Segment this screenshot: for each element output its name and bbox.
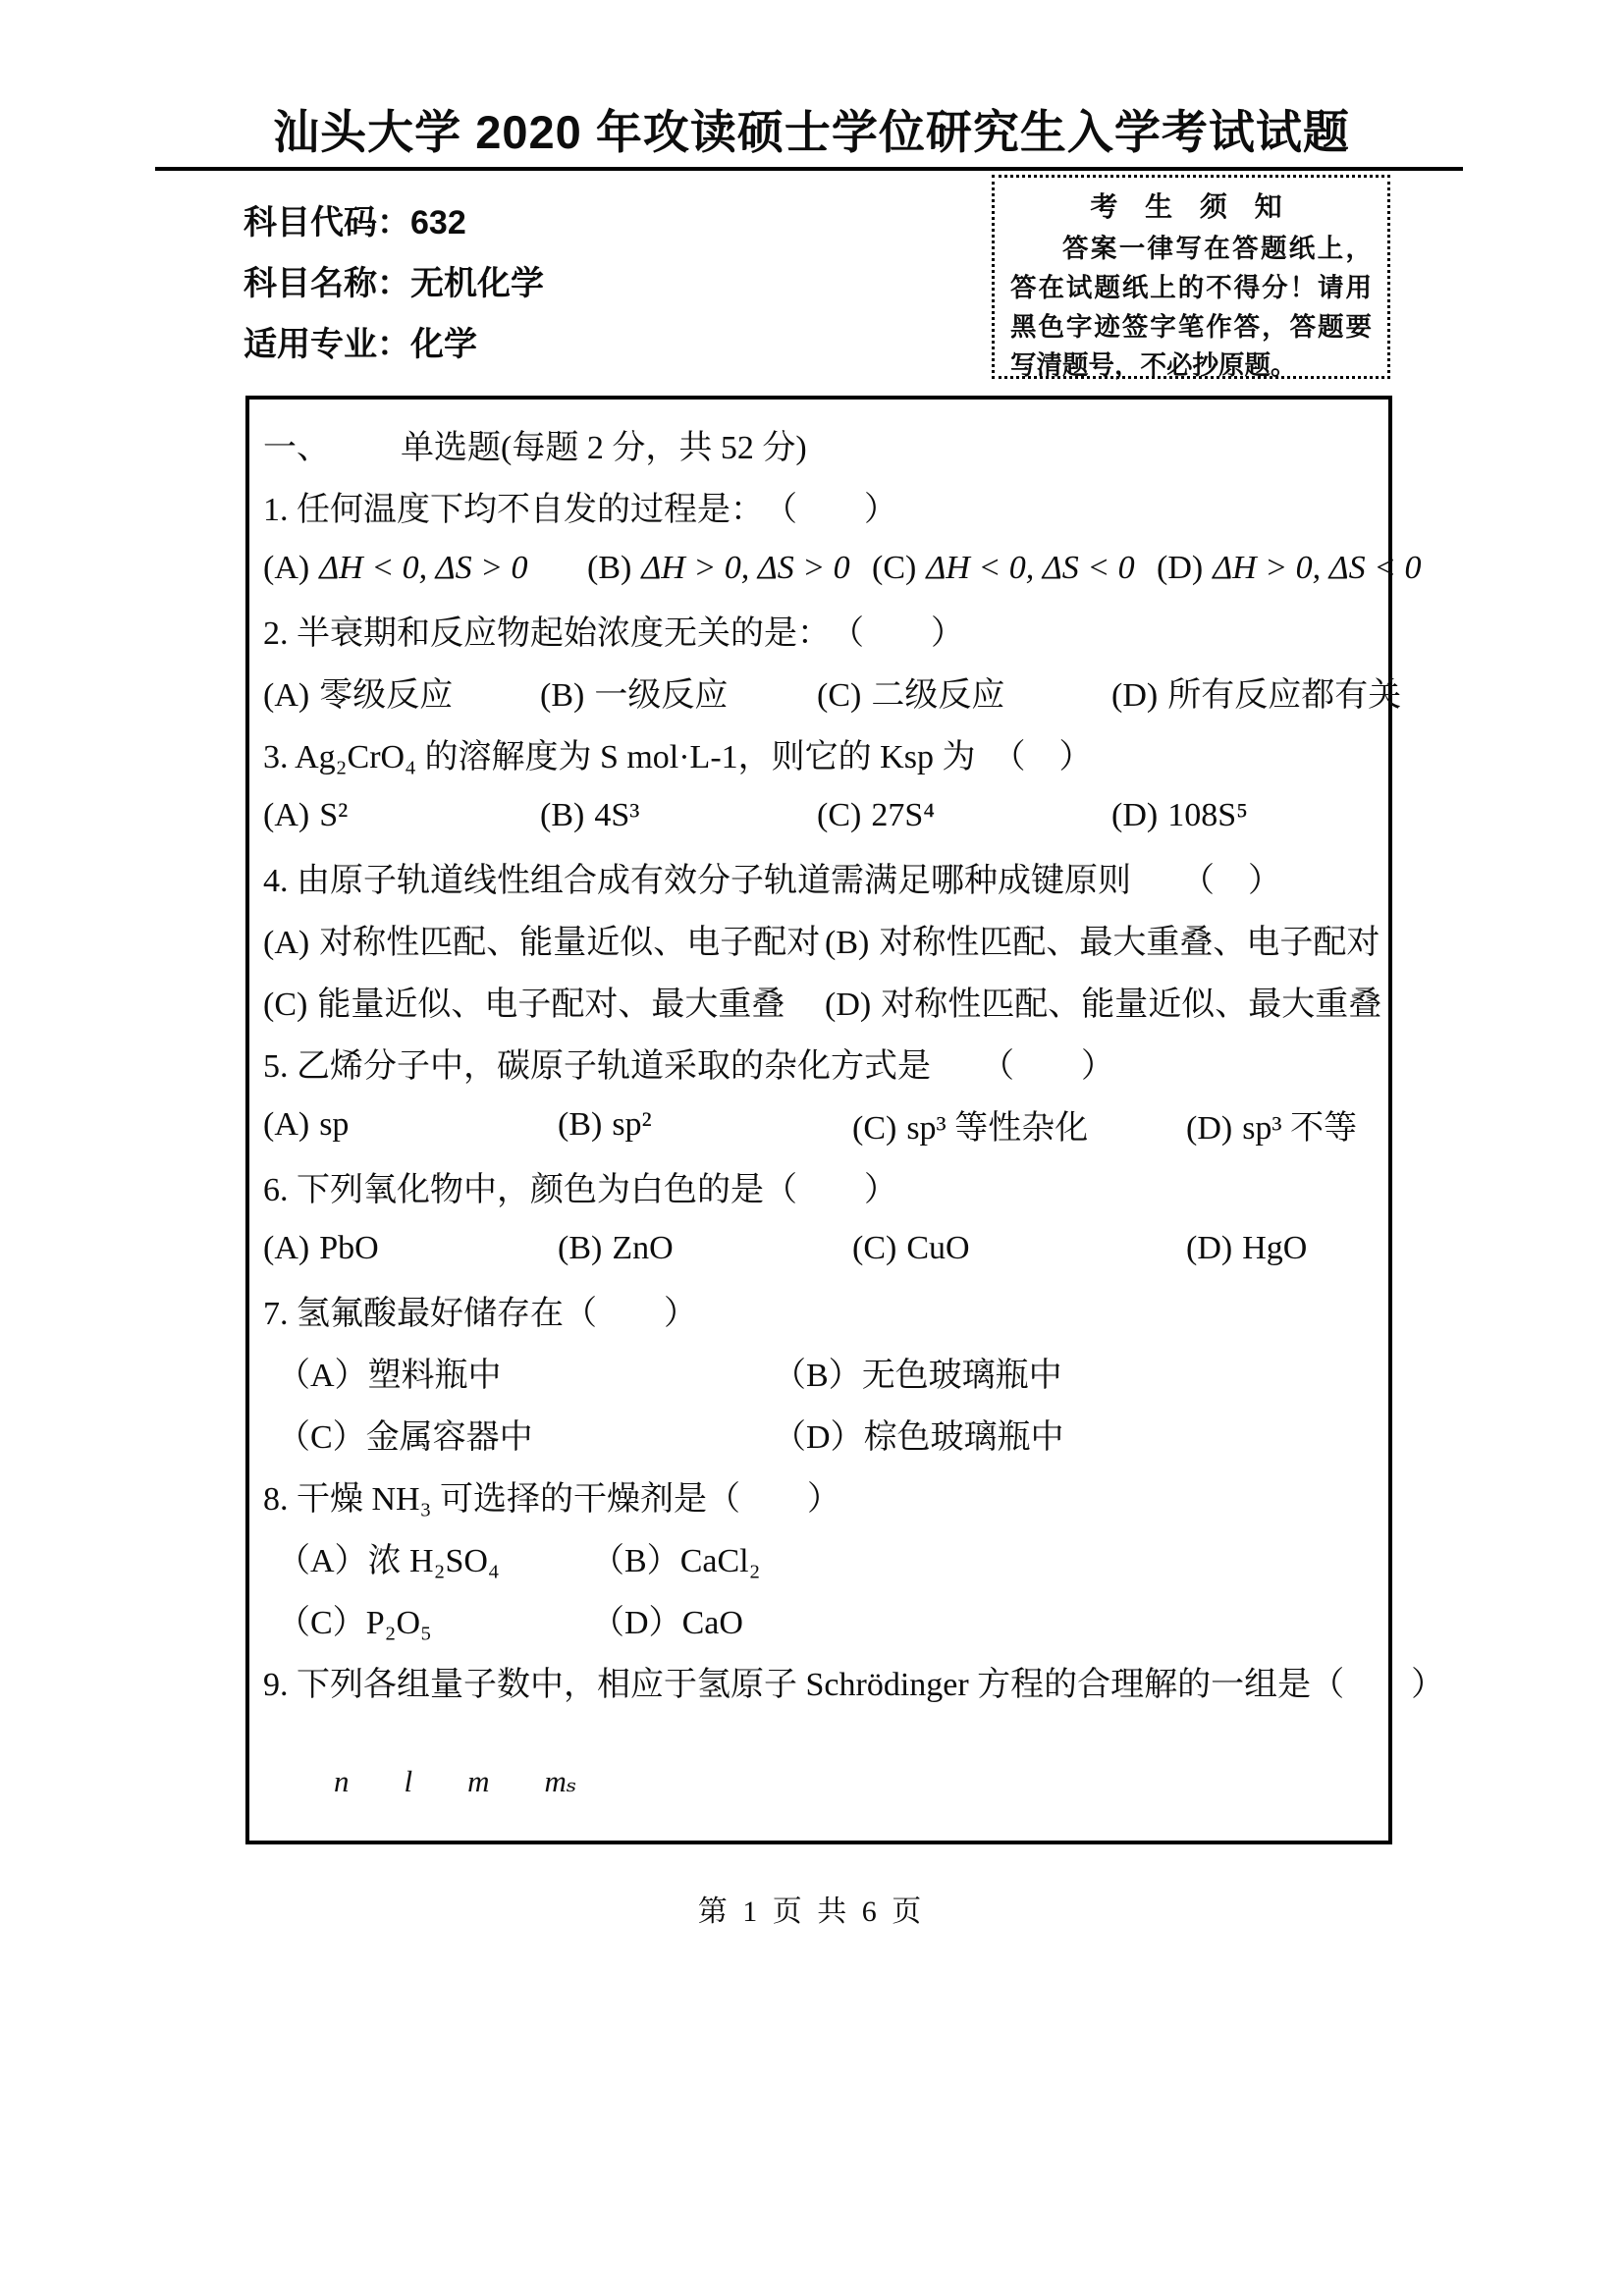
question-1-text: 1. 任何温度下均不自发的过程是： （ ）	[263, 492, 897, 528]
subject-name-value: 无机化学	[410, 265, 544, 302]
quantum-numbers-row	[263, 1757, 1379, 1806]
question-3-text: 3. Ag₂CrO₄ 的溶解度为 S mol·L-1，则它的 Ksp 为 （ ）	[263, 739, 1093, 775]
option: （B）CaCl₂	[591, 1543, 761, 1579]
questions-box	[245, 396, 1445, 1844]
subject-meta	[243, 192, 544, 375]
subject-major-line	[243, 314, 544, 375]
section-number: 一、	[263, 430, 330, 466]
option: (D) sp³ 不等	[1186, 1110, 1358, 1147]
subject-name-label: 科目名称：	[243, 265, 410, 302]
option: (C) CuO	[852, 1229, 970, 1266]
option: （C）P₂O₅	[277, 1605, 432, 1641]
option: （D）CaO	[591, 1605, 743, 1641]
question-1-options	[263, 537, 1422, 599]
subject-code-value: 632	[410, 204, 466, 241]
notice-title: 考 生 须 知	[1090, 191, 1292, 222]
question-9-text: 9. 下列各组量子数中，相应于氢原子 Schrödinger 方程的合理解的一组是（ ）	[263, 1667, 1445, 1703]
page-title: 汕头大学 2020 年攻读硕士学位研究生入学考试试题	[273, 106, 1350, 158]
question-4-text: 4. 由原子轨道线性组合成有效分子轨道需满足哪种成键原则 （ ）	[263, 863, 1281, 899]
option: (B) 对称性匹配、最大重叠、电子配对	[825, 925, 1380, 961]
option: (A) PbO	[263, 1229, 379, 1266]
subject-name-line	[243, 253, 544, 314]
option: (A) S²	[263, 796, 349, 833]
header-divider	[155, 167, 1463, 171]
subject-code-label: 科目代码：	[243, 204, 410, 241]
option: (B) ΔH > 0, ΔS > 0	[587, 549, 850, 586]
question-4-options-row-2	[263, 970, 1382, 1032]
option: (C) ΔH < 0, ΔS < 0	[872, 549, 1135, 586]
quantum-ms: mₛ	[544, 1764, 577, 1798]
question-3-options	[263, 784, 1379, 846]
question-6-text: 6. 下列氧化物中，颜色为白色的是（ ）	[263, 1172, 897, 1208]
option: (A) sp	[263, 1105, 350, 1143]
option: (D) 所有反应都有关	[1111, 677, 1402, 714]
option: （D）棕色玻璃瓶中	[773, 1419, 1064, 1456]
question-2-text: 2. 半衰期和反应物起始浓度无关的是： （ ）	[263, 615, 964, 652]
section-title: 单选题(每题 2 分，共 52 分)	[401, 430, 807, 466]
option: (C) 二级反应	[817, 677, 1005, 714]
option: (C) 27S⁴	[817, 796, 936, 833]
quantum-m: m	[467, 1764, 490, 1798]
notice-body: 答案一律写在答题纸上，答在试题纸上的不得分！请用黑色字迹签字笔作答，答题要写清题号，不必抄原题。	[1010, 234, 1372, 381]
question-7-text: 7. 氢氟酸最好储存在（ ）	[263, 1296, 697, 1332]
option: (B) 4S³	[540, 796, 640, 833]
option: （A）塑料瓶中	[277, 1358, 502, 1394]
option: (C) 能量近似、电子配对、最大重叠	[263, 987, 785, 1023]
question-7-options-row-1	[263, 1341, 1379, 1403]
question-4-options-row-1	[263, 908, 1379, 970]
subject-major-label: 适用专业：	[243, 326, 410, 363]
question-6-options	[263, 1217, 1379, 1279]
option: (D) ΔH > 0, ΔS < 0	[1157, 549, 1422, 586]
option: (B) sp²	[558, 1105, 652, 1143]
option: （C）金属容器中	[277, 1419, 533, 1456]
option: (D) 对称性匹配、能量近似、最大重叠	[825, 987, 1382, 1023]
question-5-text: 5. 乙烯分子中，碳原子轨道采取的杂化方式是 （ ）	[263, 1048, 1114, 1085]
page-footer: 第 1 页 共 6 页	[697, 1896, 926, 1928]
option: (C) sp³ 等性杂化	[852, 1110, 1089, 1147]
option: (D) 108S⁵	[1111, 796, 1248, 833]
question-5-options	[263, 1094, 1379, 1155]
option: (B) ZnO	[558, 1229, 674, 1266]
option: (D) HgO	[1186, 1229, 1308, 1266]
subject-code-line	[243, 192, 544, 253]
subject-major-value: 化学	[410, 326, 477, 363]
section-heading	[263, 413, 1379, 475]
option: （B）无色玻璃瓶中	[773, 1358, 1062, 1394]
question-8-text: 8. 干燥 NH₃ 可选择的干燥剂是（ ）	[263, 1481, 840, 1518]
question-8-options-row-2	[263, 1588, 1379, 1650]
option: (B) 一级反应	[540, 677, 729, 714]
question-7-options-row-2	[263, 1403, 1379, 1465]
option: (A) ΔH < 0, ΔS > 0	[263, 549, 528, 586]
question-8-options-row-1	[263, 1526, 1379, 1588]
quantum-n: n	[334, 1764, 350, 1798]
option: (A) 零级反应	[263, 677, 454, 714]
notice-box	[992, 175, 1390, 379]
option: （A）浓 H₂SO₄	[277, 1543, 500, 1579]
option: (A) 对称性匹配、能量近似、电子配对	[263, 925, 821, 961]
question-2-options	[263, 661, 1402, 722]
quantum-l: l	[404, 1764, 413, 1798]
